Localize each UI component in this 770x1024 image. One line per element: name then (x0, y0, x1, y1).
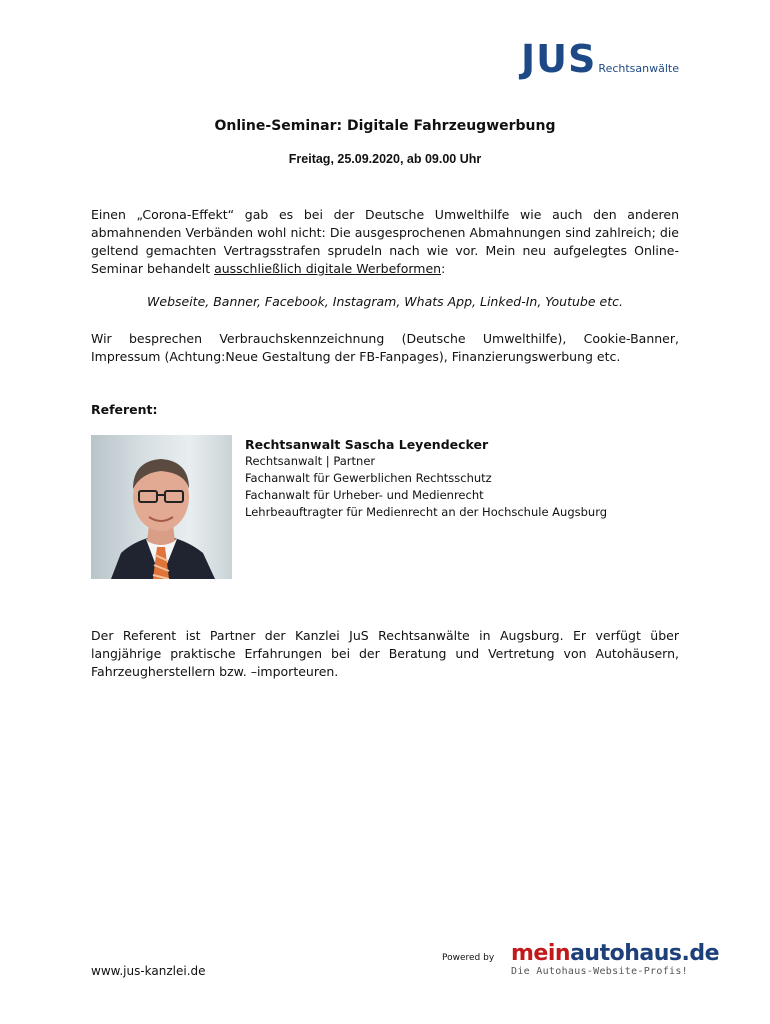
brand-tagline: Die Autohaus-Website-Profis! (511, 966, 688, 977)
formats-line: Webseite, Banner, Facebook, Instagram, Whats App, Linked-In, Youtube etc. (147, 294, 623, 309)
intro-paragraph (91, 206, 679, 278)
topics-paragraph: Wir besprechen Verbrauchskennzeichnung (Deutsche Umwelthilfe), Cookie-Banner, Impressum (Achtung:Neue Gestaltung der FB-Fanpages), Finanzierungswerbung etc. (91, 331, 679, 364)
event-date: Freitag, 25.09.2020, ab 09.00 Uhr (288, 152, 482, 166)
brand-name (511, 943, 719, 965)
intro-underlined: ausschließlich digitale Werbeformen (214, 261, 442, 276)
jus-logo (521, 37, 679, 81)
referent-line: Rechtsanwalt | Partner (245, 454, 376, 468)
logo-main: JUS (521, 37, 597, 81)
logo-sub: Rechtsanwälte (598, 62, 679, 75)
referent-line: Fachanwalt für Gewerblichen Rechtsschutz (245, 471, 492, 485)
referent-bio (245, 436, 607, 521)
referent-label: Referent: (91, 402, 158, 417)
intro-colon: : (441, 261, 446, 276)
brand-part2: autohaus.de (570, 941, 719, 966)
referent-photo (91, 435, 232, 579)
referent-line: Lehrbeauftragter für Medienrecht an der Hochschule Augsburg (245, 505, 608, 519)
footer-url[interactable]: www.jus-kanzlei.de (91, 964, 206, 978)
closing-paragraph: Der Referent ist Partner der Kanzlei JuS Rechtsanwälte in Augsburg. Er verfügt über langjährige praktische Erfahrungen bei der Beratung und Vertretung von Autohäusern, Fahrzeugherstellern bzw. –importeuren. (91, 628, 679, 679)
referent-line: Fachanwalt für Urheber- und Medienrecht (245, 488, 484, 502)
intro-text: Einen „Corona-Effekt“ gab es bei der Deutsche Umwelthilfe wie auch den anderen abmahnenden Verbänden wohl nicht: Die ausgesprochenen Abmahnungen sind zahlreich; die geltend gemachten Vertragsstrafen sprudeln nach wie vor. Mein neu aufgelegtes Online-Seminar behandelt (91, 207, 679, 276)
page-title: Online-Seminar: Digitale Fahrzeugwerbung (214, 118, 556, 134)
powered-by-label: Powered by (442, 953, 495, 963)
referent-name: Rechtsanwalt Sascha Leyendecker (245, 437, 489, 452)
meinautohaus-logo (511, 943, 719, 977)
brand-part1: mein (511, 941, 571, 966)
